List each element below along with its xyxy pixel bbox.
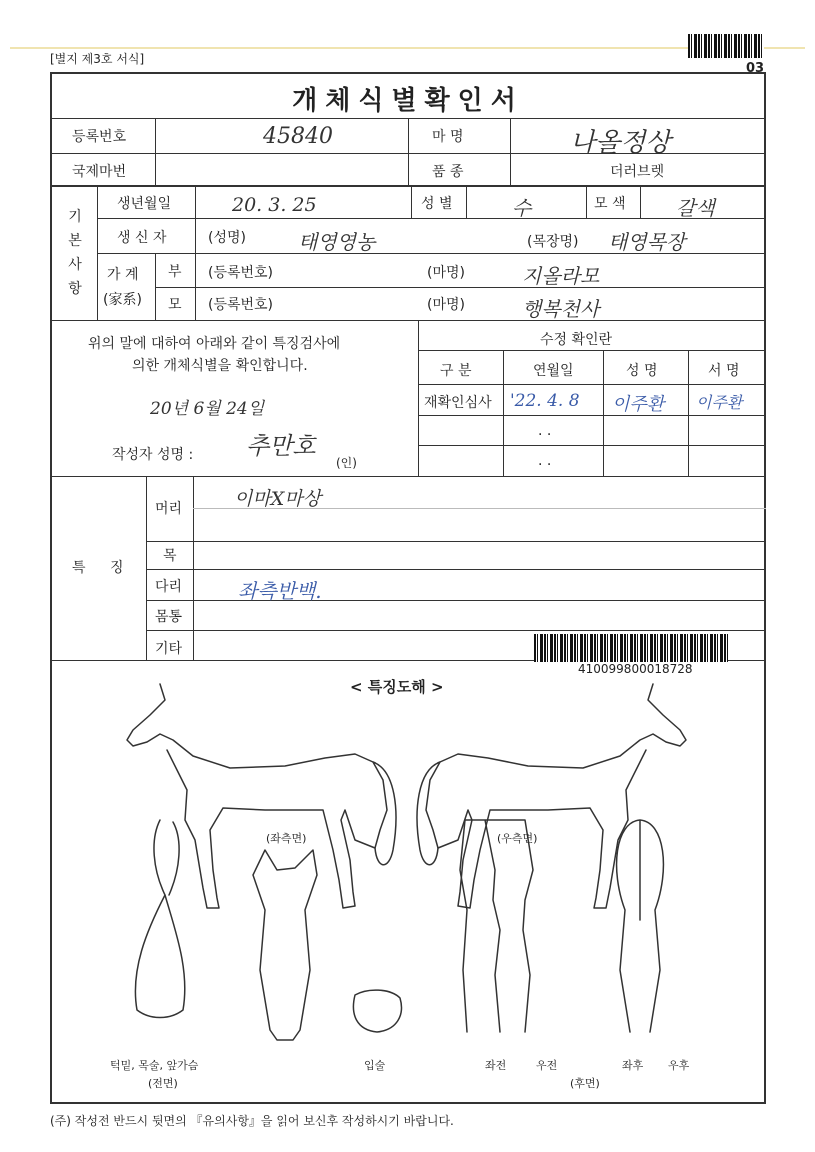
front-left-caption: 좌전: [485, 1059, 507, 1072]
page-number: 03: [746, 61, 765, 76]
breeder-name-label: (성명): [208, 230, 246, 246]
top-rule: [10, 47, 805, 49]
dam-label: 모: [168, 297, 182, 313]
dam-reg-label: (등록번호): [208, 297, 274, 313]
rear-left-caption: 좌후: [622, 1059, 644, 1072]
left-side-horse-tail: [373, 762, 396, 865]
rear-caption: (후면): [570, 1077, 600, 1090]
coat-value: 갈색: [676, 196, 715, 220]
birth-label: 생년월일: [117, 196, 172, 212]
right-side-horse-tail: [417, 762, 440, 865]
rear-view: [617, 820, 664, 1032]
sire-reg-label: (등록번호): [208, 265, 274, 281]
front-caption-1: 턱밑, 목술, 앞가슴: [110, 1059, 199, 1072]
rev-row-date-2: . .: [538, 423, 552, 439]
rev-col-name: 성 명: [626, 363, 658, 379]
front-legs-view: [460, 820, 533, 1032]
dam-name-value: 행복천사: [522, 297, 600, 321]
writer-value: 추만호: [246, 432, 316, 460]
rev-col-date: 연월일: [533, 363, 574, 379]
sire-label: 부: [168, 264, 182, 280]
feature-head-value: 이마X마상: [234, 488, 321, 510]
rev-row-type: 재확인심사: [424, 395, 492, 411]
sex-value: 수: [512, 196, 532, 220]
top-barcode: [688, 34, 764, 58]
reg-no-label: 등록번호: [72, 129, 127, 145]
form-code: [별지 제3호 서식]: [50, 52, 145, 66]
lineage-label: 가 계: [107, 267, 139, 283]
horse-diagram: [55, 670, 761, 1100]
sire-name-value: 지올라모: [522, 264, 600, 288]
seal-mark: (인): [336, 456, 357, 470]
feature-body-label: 몸통: [155, 609, 183, 625]
feature-neck-label: 목: [163, 548, 177, 564]
muzzle-view: [353, 990, 401, 1032]
right-side-horse: [426, 684, 686, 908]
rev-row-date: '22. 4. 8: [510, 391, 580, 411]
feature-other-label: 기타: [155, 641, 183, 657]
breeder-label: 생 신 자: [117, 230, 167, 246]
right-side-caption: (우측면): [497, 832, 538, 845]
horse-name-value: 나올정상: [570, 128, 671, 158]
lips-caption: 입술: [364, 1059, 386, 1072]
sire-name-label: (마명): [427, 265, 465, 281]
rev-col-sign: 서 명: [708, 363, 740, 379]
farm-value: 태영목장: [608, 230, 686, 254]
feature-leg-label: 다리: [155, 579, 183, 595]
rev-row-date-3: . .: [538, 453, 552, 469]
revision-header: 수정 확인란: [540, 332, 613, 348]
dam-name-label: (마명): [427, 297, 465, 313]
diagram-title: < 특징도해 >: [350, 678, 444, 696]
left-side-horse: [127, 684, 387, 908]
feature-leg-value: 좌측반백.: [238, 579, 322, 603]
statement-line2: 의한 개체식별을 확인합니다.: [132, 358, 308, 374]
front-neck-view: [135, 820, 184, 1018]
lineage-hanja: (家系): [103, 292, 142, 308]
issue-date: 20년 6월 24일: [150, 399, 265, 419]
breed-label: 품 종: [432, 164, 464, 180]
farm-label: (목장명): [527, 234, 579, 250]
chip-barcode-number: 410099800018728: [578, 662, 693, 676]
feature-head-label: 머리: [155, 501, 183, 517]
front-right-caption: 우전: [536, 1059, 558, 1072]
page-title: 개체식별확인서: [292, 86, 524, 116]
left-side-caption: (좌측면): [266, 832, 307, 845]
horse-name-label: 마 명: [432, 129, 464, 145]
front-caption-2: (전면): [148, 1077, 178, 1090]
intl-name-label: 국제마번: [72, 164, 127, 180]
chip-barcode: [534, 634, 728, 662]
coat-label: 모 색: [594, 196, 626, 212]
rev-row-sign: 이주환: [696, 393, 743, 412]
breeder-name-value: 태영영농: [298, 230, 376, 254]
rev-col-type: 구 분: [440, 363, 472, 379]
rear-right-caption: 우후: [668, 1059, 690, 1072]
footnote: (주) 작성전 반드시 뒷면의 『유의사항』을 읽어 보신후 작성하시기 바랍니다.: [50, 1114, 454, 1128]
sex-label: 성 별: [421, 196, 453, 212]
basic-section-label: 기본사항: [68, 209, 82, 297]
statement-line1: 위의 말에 대하여 아래와 같이 특징검사에: [88, 336, 341, 352]
head-front-view: [253, 850, 317, 1040]
birth-value: 20. 3. 25: [232, 194, 317, 216]
rev-row-name: 이주환: [612, 394, 665, 415]
breed-value: 더러브렛: [610, 164, 665, 180]
features-section-label: 특 징: [72, 560, 134, 576]
reg-no-value: 45840: [263, 124, 333, 149]
writer-label: 작성자 성명 :: [112, 447, 194, 463]
